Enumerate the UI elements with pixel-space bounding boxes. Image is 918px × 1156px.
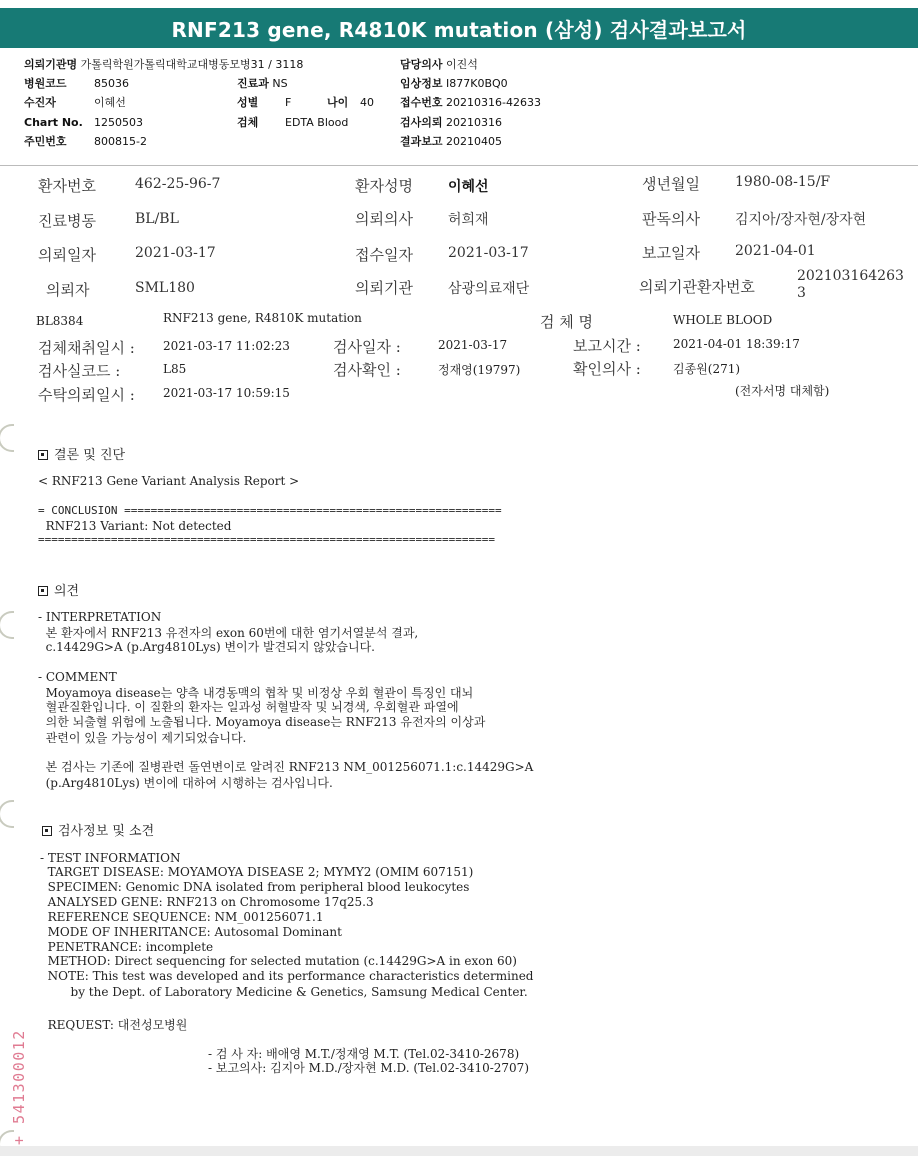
- ward-label: 진료병동: [38, 212, 96, 230]
- patient-name-label: 환자성명: [355, 177, 413, 195]
- punch-hole-icon: [0, 424, 14, 452]
- report-time-label: 보고시간 :: [573, 337, 641, 355]
- ref-doctor: 허희재: [448, 212, 489, 228]
- header-specimen: 검체: [237, 116, 259, 129]
- inst-pt-no-line2: 3: [797, 285, 806, 301]
- header-rrn: 주민번호: [24, 135, 67, 148]
- requester: SML180: [135, 280, 195, 296]
- collect-label: 검체채취일시 :: [38, 339, 135, 357]
- specimen-name: WHOLE BLOOD: [673, 313, 773, 327]
- confirm-label: 검사확인 :: [333, 361, 401, 379]
- ti-line: ANALYSED GENE: RNF213 on Chromosome 17q25.3: [40, 895, 374, 909]
- header-patient: 수진자: [24, 96, 56, 109]
- section-conclusion-title: 결론 및 진단: [38, 444, 125, 463]
- signature-line: - 보고의사: 김지아 M.D./장자현 M.D. (Tel.02-3410-2707): [208, 1061, 529, 1075]
- req-date: 2021-03-17: [135, 245, 216, 261]
- header-chart: Chart No.: [24, 116, 83, 129]
- recv-date-label: 접수일자: [355, 246, 413, 264]
- patient-name: 이혜선: [448, 179, 489, 195]
- consign-label: 수탁의뢰일시 :: [38, 386, 135, 404]
- room-code-label: 검사실코드 :: [38, 362, 121, 380]
- confirm-doc-label: 확인의사 :: [573, 360, 641, 378]
- comment-line: (p.Arg4810Lys) 변이에 대하여 시행하는 검사입니다.: [38, 776, 333, 790]
- header-age: 나이: [327, 96, 349, 109]
- variant-result: RNF213 Variant: Not detected: [38, 519, 232, 533]
- report-date-label: 보고일자: [642, 244, 700, 262]
- comment-line: 본 검사는 기존에 질병관련 돌연변이로 알려진 RNF213 NM_001256071.1:c.14429G>A: [38, 760, 534, 774]
- signature-line: - 검 사 자: 배애영 M.T./정재영 M.T. (Tel.02-3410-2678): [208, 1047, 520, 1061]
- req-date-label: 의뢰일자: [38, 246, 96, 264]
- equals-line: =====================================================================: [38, 533, 495, 546]
- boxed-square-icon: [42, 826, 52, 836]
- ti-line: MODE OF INHERITANCE: Autosomal Dominant: [40, 925, 342, 939]
- confirm-tech: 정재영(19797): [438, 363, 521, 377]
- ti-line: REFERENCE SEQUENCE: NM_001256071.1: [40, 910, 324, 924]
- ti-head: - TEST INFORMATION: [40, 851, 181, 865]
- header-clinical: 임상정보 I877K0BQ0: [400, 77, 508, 90]
- header-receipt: 접수번호 20210316-42633: [400, 96, 541, 109]
- report-date: 2021-04-01: [735, 243, 816, 259]
- document-id-stamp: + 541300012: [10, 1029, 28, 1145]
- header-hospcode-value: 85036: [94, 77, 129, 90]
- header-sex-value: F: [285, 96, 292, 109]
- patient-no-label: 환자번호: [38, 177, 96, 195]
- ti-line: SPECIMEN: Genomic DNA isolated from peripheral blood leukocytes: [40, 880, 470, 894]
- ward: BL/BL: [135, 211, 179, 227]
- header-rrn-value: 800815-2: [94, 135, 147, 148]
- exam-date-label: 검사일자 :: [333, 338, 401, 356]
- report-subtitle: < RNF213 Gene Variant Analysis Report >: [38, 474, 300, 488]
- reading-doctor-label: 판독의사: [642, 210, 700, 228]
- header-age-value: 40: [360, 96, 374, 109]
- punch-hole-icon: [0, 800, 14, 828]
- header-chart-value: 1250503: [94, 116, 143, 129]
- requester-label: 의뢰자: [46, 281, 90, 299]
- header-hospcode: 병원코드: [24, 77, 67, 90]
- request-line: REQUEST: 대전성모병원: [40, 1018, 188, 1032]
- dob: 1980-08-15/F: [735, 174, 831, 190]
- header-patient-value: 이혜선: [94, 96, 126, 109]
- header-specimen-value: EDTA Blood: [285, 116, 349, 129]
- header-result: 결과보고 20210405: [400, 135, 503, 148]
- ti-line: NOTE: This test was developed and its performance characteristics determined: [40, 969, 534, 983]
- section-opinion-title: 의견: [38, 580, 79, 599]
- ref-inst: 삼광의료재단: [448, 281, 530, 297]
- specimen-label: 검 체 명: [540, 313, 594, 331]
- inst-pt-no-label: 의뢰기관환자번호: [639, 278, 755, 296]
- ref-inst-label: 의뢰기관: [355, 279, 413, 297]
- ti-line: METHOD: Direct sequencing for selected mutation (c.14429G>A in exon 60): [40, 954, 517, 968]
- report-title: RNF213 gene, R4810K mutation (삼성) 검사결과보고서: [0, 8, 918, 48]
- header-divider: [0, 165, 918, 166]
- boxed-square-icon: [38, 586, 48, 596]
- reading-doctor: 김지아/장자현/장자현: [735, 212, 867, 228]
- recv-date: 2021-03-17: [448, 245, 529, 261]
- interp-head: - INTERPRETATION: [38, 610, 162, 624]
- section-testinfo-title: 검사정보 및 소견: [42, 820, 154, 839]
- dob-label: 생년월일: [642, 175, 700, 193]
- boxed-square-icon: [38, 450, 48, 460]
- ti-line: by the Dept. of Laboratory Medicine & Genetics, Samsung Medical Center.: [40, 985, 528, 999]
- header-doctor: 담당의사 이진석: [400, 58, 478, 71]
- interp-line: 본 환자에서 RNF213 유전자의 exon 60번에 대한 염기서열분석 결과,: [38, 626, 419, 640]
- comment-line: 관련이 있을 가능성이 제기되었습니다.: [38, 731, 247, 745]
- comment-line: Moyamoya disease는 양측 내경동맥의 협착 및 비정상 우회 혈관이 특징인 대뇌: [38, 686, 474, 700]
- consign-time: 2021-03-17 10:59:15: [163, 386, 290, 400]
- esign-note: (전자서명 대체함): [735, 384, 830, 398]
- comment-line: 의한 뇌출혈 위험에 노출됩니다. Moyamoya disease는 RNF213 유전자의 이상과: [38, 715, 486, 729]
- confirm-doc: 김종원(271): [673, 362, 741, 376]
- report-time: 2021-04-01 18:39:17: [673, 337, 800, 351]
- test-name: RNF213 gene, R4810K mutation: [163, 311, 362, 325]
- inst-pt-no-line1: 202103164263: [797, 268, 904, 284]
- room-code: L85: [163, 362, 187, 376]
- test-code: BL8384: [36, 314, 84, 328]
- ti-line: TARGET DISEASE: MOYAMOYA DISEASE 2; MYMY2 (OMIM 607151): [40, 865, 474, 879]
- conclusion-line: = CONCLUSION =========================================================: [38, 504, 502, 517]
- patient-no: 462-25-96-7: [135, 176, 221, 192]
- comment-head: - COMMENT: [38, 670, 117, 684]
- header-inst: 의뢰기관명 가톨릭학원가톨릭대학교대병동모병31 / 3118: [24, 58, 304, 71]
- punch-hole-icon: [0, 611, 14, 639]
- interp-line: c.14429G>A (p.Arg4810Lys) 변이가 발견되지 않았습니다.: [38, 640, 375, 654]
- ti-line: PENETRANCE: incomplete: [40, 940, 214, 954]
- header-request: 검사의뢰 20210316: [400, 116, 503, 129]
- collect-time: 2021-03-17 11:02:23: [163, 339, 290, 353]
- comment-line: 혈관질환입니다. 이 질환의 환자는 일과성 허혈발작 및 뇌경색, 우회혈관 파열에: [38, 700, 459, 714]
- exam-date: 2021-03-17: [438, 338, 508, 352]
- ref-doctor-label: 의뢰의사: [355, 210, 413, 228]
- header-dept: 진료과 NS: [237, 77, 288, 90]
- header-sex: 성별: [237, 96, 259, 109]
